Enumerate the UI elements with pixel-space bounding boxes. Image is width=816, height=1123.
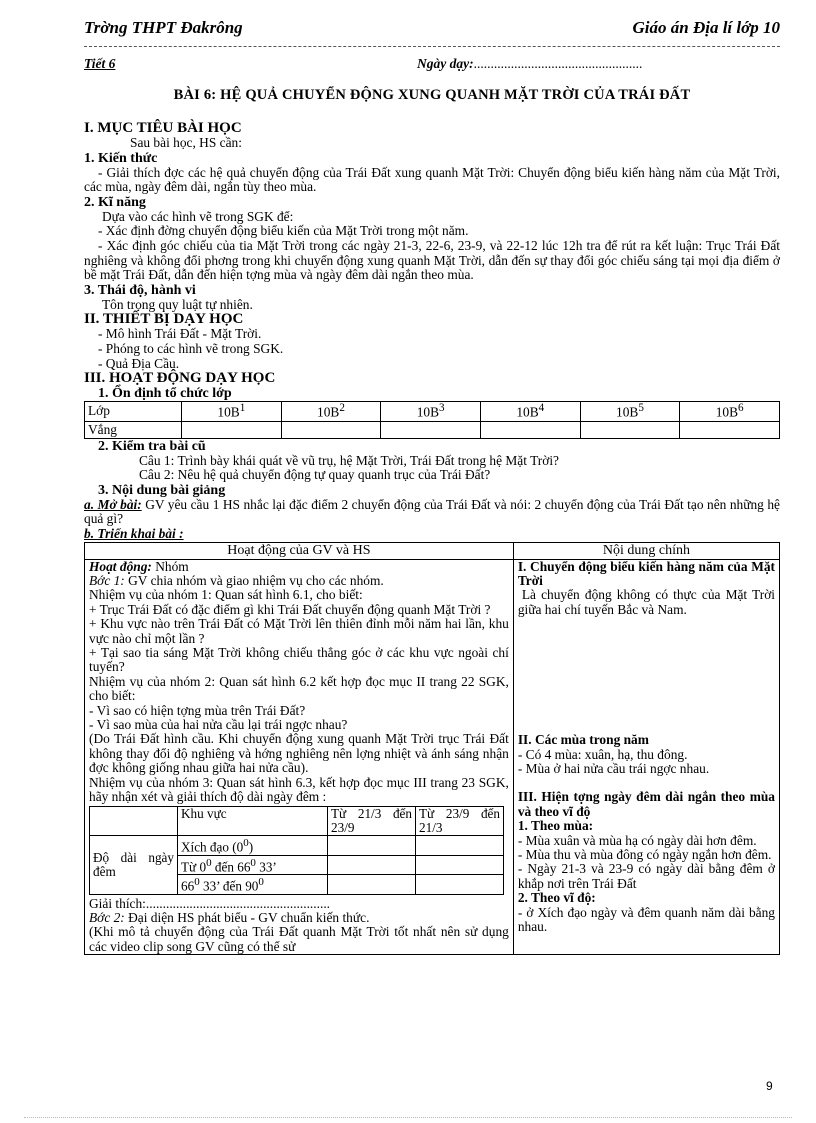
teaching-date bbox=[417, 56, 642, 74]
lesson-title: BÀI 6: HỆ QUẢ CHUYỂN ĐỘNG XUNG QUANH MẶT TRỜI CỦA TRÁI ĐẤT bbox=[173, 87, 691, 103]
question-2: Câu 2: Nêu hệ quả chuyển động tự quay quanh trục của Trái Đất? bbox=[139, 467, 491, 483]
class-cell: $10B^6$ bbox=[680, 402, 780, 421]
absent-cell bbox=[480, 421, 580, 438]
class-cell: $10B^1$ bbox=[182, 402, 282, 421]
lesson-number: Tiết 6 bbox=[84, 56, 116, 71]
knowledge-text: - Giải thích đợc các hệ quả chuyển động của Trái Đất xung quanh Mặt Trời: Chuyển động biểu kiến hàng năm của Mặt Trời, các mùa, ngày đêm dài, ngắn tùy theo mùa. bbox=[84, 164, 780, 195]
value-cell bbox=[416, 836, 504, 855]
knowledge-heading: 1. Kiến thức bbox=[84, 150, 158, 166]
objectives-intro: Sau bài học, HS cần: bbox=[130, 135, 242, 150]
activities-body-row bbox=[85, 559, 780, 955]
explanation-line: Giải thích:....................................................... bbox=[89, 895, 331, 911]
skills-line: Dựa vào các hình vẽ trong SGK để: bbox=[102, 208, 294, 224]
content-col-header: Nội dung chính bbox=[513, 542, 779, 559]
attendance-absent-row bbox=[85, 421, 780, 438]
activity-type: Hoạt động: Nhóm bbox=[89, 558, 189, 574]
absent-label-cell: Vắng bbox=[85, 421, 182, 438]
equipment-item: - Mô hình Trái Đất - Mặt Trời. bbox=[98, 326, 262, 342]
section-equipment-heading: II. THIẾT BỊ DẠY HỌC bbox=[84, 311, 244, 328]
class-org-heading: 1. Ổn định tổ chức lớp bbox=[98, 386, 232, 402]
day-length-row bbox=[90, 836, 504, 855]
class-cell: $10B^5$ bbox=[580, 402, 680, 421]
review-heading: 2. Kiểm tra bài cũ bbox=[98, 438, 206, 454]
absent-cell bbox=[381, 421, 481, 438]
group-1-question: + Tại sao tia sáng Mặt Trời không chiếu thẳng góc ở các khu vực ngoài chí tuyến? bbox=[89, 645, 509, 675]
opening-paragraph bbox=[84, 498, 780, 527]
value-cell bbox=[416, 875, 504, 894]
date-dots: .................................................. bbox=[473, 56, 643, 71]
value-cell bbox=[416, 855, 504, 874]
content-section-1-text: Là chuyển động không có thực của Mặt Trời giữa hai chí tuyến Bắc và Nam. bbox=[517, 587, 775, 617]
opening-label: a. Mở bài: bbox=[84, 496, 142, 512]
development-heading: b. Triển khai bài : bbox=[84, 525, 184, 541]
group-1-task: Nhiệm vụ của nhóm 1: Quan sát hình 6.1, cho biết: bbox=[89, 587, 363, 603]
question-1: Câu 1: Trình bày khái quát về vũ trụ, hệ Mặt Trời, Trái Đất trong hệ Mặt Trời? bbox=[139, 452, 559, 468]
document-page bbox=[84, 18, 780, 955]
attendance-class-row bbox=[85, 402, 780, 421]
group-2-question: - Vì sao có hiện tợng mùa trên Trái Đất? bbox=[89, 702, 306, 718]
value-cell bbox=[328, 855, 416, 874]
section-activities-heading: III. HOẠT ĐỘNG DẠY HỌC bbox=[84, 370, 276, 387]
absent-cell bbox=[580, 421, 680, 438]
empty-corner-cell bbox=[90, 807, 178, 836]
lesson-content-heading: 3. Nội dung bài giảng bbox=[98, 482, 226, 498]
content-section-3-title: III. Hiện tợng ngày đêm dài ngắn theo mùa và theo vĩ độ bbox=[517, 789, 775, 819]
lesson-line bbox=[84, 56, 780, 74]
opening-text: GV yêu cầu 1 HS nhắc lại đặc điểm 2 chuyển động của Trái Đất và nói: 2 chuyển động của Trái Đất tạo nên những hệ quả gì? bbox=[84, 496, 781, 527]
date-label: Ngày dạy: bbox=[417, 56, 474, 71]
attendance-table bbox=[84, 401, 780, 438]
absent-cell bbox=[182, 421, 282, 438]
school-name: Trờng THPT Đakrông bbox=[84, 18, 243, 37]
attitude-text: Tôn trọng quy luật tự nhiên. bbox=[102, 296, 253, 312]
group-2-task: Nhiệm vụ của nhóm 2: Quan sát hình 6.2 kết hợp đọc mục II trang 22 SGK, cho biết: bbox=[89, 673, 509, 704]
content-subheading: 2. Theo vĩ độ: bbox=[517, 890, 596, 906]
period-header: Từ 23/9 đến 21/3 bbox=[416, 807, 504, 836]
class-label-cell: Lớp bbox=[85, 402, 182, 421]
group-2-note: (Do Trái Đất hình cầu. Khi chuyển động xung quanh Mặt Trời trục Trái Đất không thay đổi độ nghiêng và hớng nghiêng nên lợng nhiệt và ánh sáng nhận đợc không giống nhau giữa hai nửa cầu). bbox=[89, 731, 509, 776]
section-objectives-heading: I. MỤC TIÊU BÀI HỌC bbox=[84, 120, 242, 136]
class-cell: $10B^2$ bbox=[281, 402, 381, 421]
activities-table bbox=[84, 542, 780, 956]
content-line: - Mùa xuân và mùa hạ có ngày dài hơn đêm. bbox=[517, 832, 757, 848]
activities-col-header: Hoạt động của GV và HS bbox=[85, 542, 514, 559]
class-cell: $10B^3$ bbox=[381, 402, 481, 421]
content-line: - Mùa thu và mùa đông có ngày ngắn hơn đêm. bbox=[517, 847, 772, 863]
region-cell: Xích đạo $(0^0)$ bbox=[178, 836, 328, 855]
value-cell bbox=[328, 836, 416, 855]
period-header: Từ 21/3 đến 23/9 bbox=[328, 807, 416, 836]
video-note: (Khi mô tả chuyển động của Trái Đất quanh Mặt Trời tốt nhất nên sử dụng các video clip song GV cũng có thể sử bbox=[89, 924, 509, 954]
content-subheading: 1. Theo mùa: bbox=[517, 818, 594, 834]
region-cell: $66^0$ 33’ đến $90^0$ bbox=[178, 875, 328, 894]
region-cell: Từ $0^0$ đến $66^0$ 33’ bbox=[178, 855, 328, 874]
content-section-1-title: I. Chuyển động biểu kiến hàng năm của Mặt Trời bbox=[517, 558, 775, 588]
page-header bbox=[84, 18, 780, 40]
content-line: - Có 4 mùa: xuân, hạ, thu đông. bbox=[517, 746, 688, 762]
activities-header-row bbox=[85, 542, 780, 559]
attitude-heading: 3. Thái độ, hành vi bbox=[84, 282, 196, 298]
group-3-task: Nhiệm vụ của nhóm 3: Quan sát hình 6.3, kết hợp đọc mục III trang 23 SGK, hãy nhận xét và giải thích độ dài ngày đêm : bbox=[89, 774, 509, 805]
activities-cell bbox=[85, 559, 514, 955]
bottom-divider bbox=[24, 1117, 792, 1118]
spacer bbox=[518, 617, 775, 733]
equipment-item: - Phóng to các hình vẽ trong SGK. bbox=[98, 340, 284, 356]
step-1: Bớc 1: GV chia nhóm và giao nhiệm vụ cho các nhóm. bbox=[89, 572, 384, 588]
day-length-label: Độ dài ngày đêm bbox=[90, 836, 178, 894]
day-length-header-row bbox=[90, 807, 504, 836]
group-1-question: + Trục Trái Đất có đặc điểm gì khi Trái Đất chuyển động quanh Mặt Trời ? bbox=[89, 601, 491, 617]
content-section-2-title: II. Các mùa trong năm bbox=[517, 732, 649, 748]
step-2: Bớc 2: Đại diện HS phát biểu - GV chuẩn kiến thức. bbox=[89, 910, 370, 926]
absent-cell bbox=[281, 421, 381, 438]
absent-cell bbox=[680, 421, 780, 438]
group-2-question: - Vì sao mùa của hai nửa cầu lại trái ngợc nhau? bbox=[89, 717, 348, 733]
skills-line: - Xác định đờng chuyển động biểu kiến của Mặt Trời trong một năm. bbox=[98, 223, 469, 239]
class-cell: $10B^4$ bbox=[480, 402, 580, 421]
content-line: - Mùa ở hai nửa cầu trái ngợc nhau. bbox=[517, 761, 710, 776]
content-line: - ở Xích đạo ngày và đêm quanh năm dài bằng nhau. bbox=[517, 904, 775, 935]
subject-name: Giáo án Địa lí lớp 10 bbox=[632, 18, 780, 37]
value-cell bbox=[328, 875, 416, 894]
content-line: - Ngày 21-3 và 23-9 có ngày dài bằng đêm ở khắp nơi trên Trái Đất bbox=[517, 861, 775, 891]
region-header: Khu vực bbox=[178, 807, 328, 836]
header-divider bbox=[84, 46, 780, 47]
equipment-item: - Quả Địa Cầu. bbox=[98, 355, 180, 371]
skills-heading: 2. Kĩ năng bbox=[84, 194, 146, 210]
spacer bbox=[518, 776, 775, 790]
group-1-question: + Khu vực nào trên Trái Đất có Mặt Trời lên thiên đỉnh mỗi năm hai lần, khu vực nào chỉ một lần ? bbox=[89, 616, 509, 646]
content-cell bbox=[513, 559, 779, 955]
skills-line: - Xác định góc chiếu của tia Mặt Trời trong các ngày 21-3, 22-6, 23-9, và 22-12 lúc 12h tra để rút ra kết luận: Trục Trái Đất nghiêng và không đổi phơng trong khi chuyển động xung quanh Mặt Trời, dẫn đến sự thay đổi góc chiếu sáng tại mọi địa điểm ở bề mặt Trái Đất, dẫn đến hiện tợng mùa và ngày đêm dài ngắn theo mùa. bbox=[84, 237, 780, 283]
page-number: 9 bbox=[766, 1079, 773, 1093]
day-length-table bbox=[89, 806, 504, 894]
